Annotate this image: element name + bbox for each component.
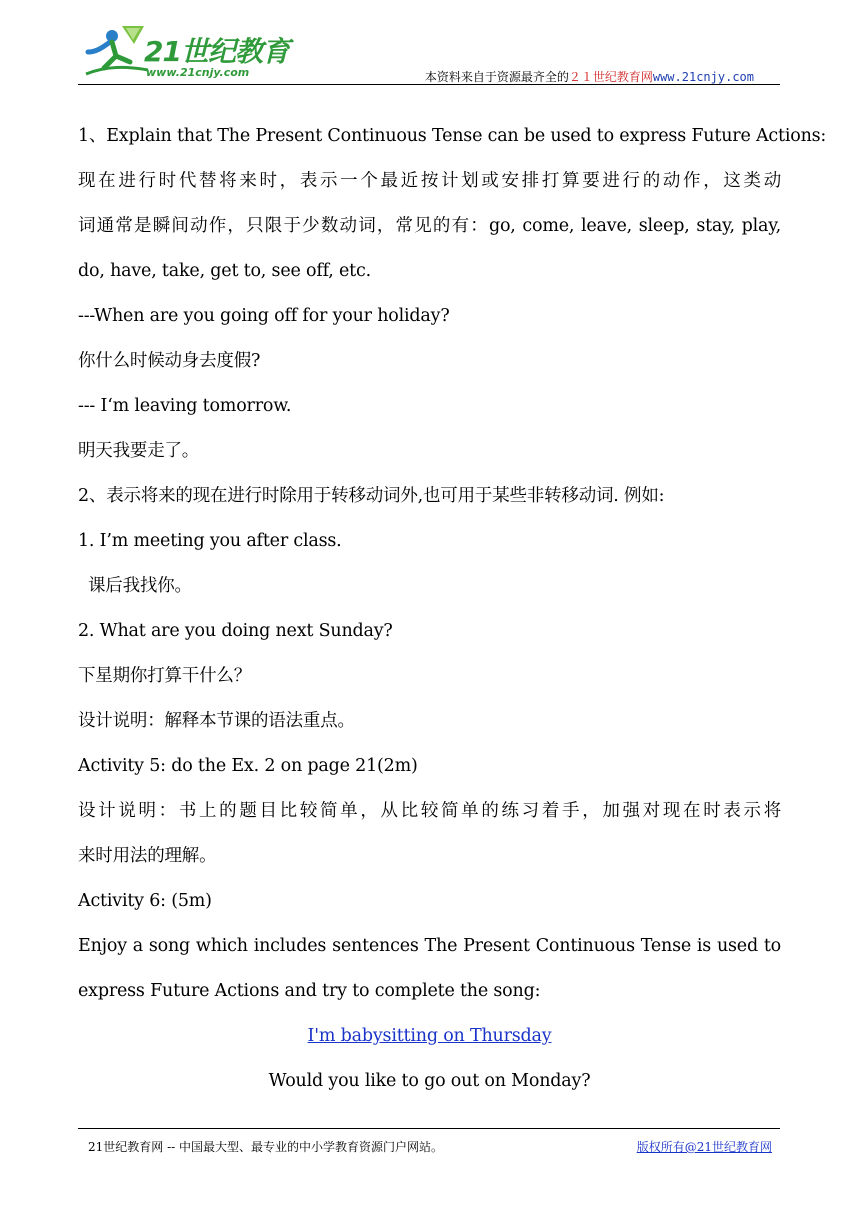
song-line: Would you like to go out on Monday?: [268, 1071, 591, 1091]
header-note: [425, 68, 754, 85]
logo-url: www.21cnjy.com: [146, 66, 250, 79]
body-line-4: do, have, take, get to, see off, etc.: [78, 261, 371, 281]
body-line-1: 1、Explain that The Present Continuous Tense can be used to express Future Actions:: [78, 126, 827, 146]
song-title-line: [78, 1014, 781, 1059]
header-note-url[interactable]: www.21cnjy.com: [652, 70, 754, 84]
footer-text: 21世纪教育网 -- 中国最大型、最专业的中小学教育资源门户网站。: [88, 1140, 444, 1154]
body-line-17: 来时用法的理解。: [78, 846, 217, 866]
body-line-7: --- I‘m leaving tomorrow.: [78, 396, 292, 416]
document-body: [78, 114, 827, 1104]
body-line-14: 设计说明：解释本节课的语法重点。: [78, 711, 355, 731]
body-line-15: Activity 5: do the Ex. 2 on page 21(2m): [78, 756, 418, 776]
footer-copyright-link[interactable]: 版权所有@21世纪教育网: [636, 1140, 772, 1154]
footer-divider: [78, 1128, 780, 1129]
body-line-9: 2、表示将来的现在进行时除用于转移动词外,也可用于某些非转移动词. 例如:: [78, 486, 665, 506]
body-line-8: 明天我要走了。: [78, 441, 200, 461]
body-line-6: 你什么时候动身去度假?: [78, 351, 261, 371]
body-line-18: Activity 6: (5m): [78, 891, 212, 911]
body-line-2: 现在进行时代替将来时，表示一个最近按计划或安排打算要进行的动作，这类动: [78, 171, 781, 191]
header-note-prefix: 本资料来自于资源最齐全的: [424, 70, 569, 84]
body-line-10: 1. I’m meeting you after class.: [78, 531, 342, 551]
logo-brand: 21世纪教育: [144, 35, 289, 68]
header-divider: [78, 84, 780, 85]
body-line-5: ---When are you going off for your holiday?: [78, 306, 450, 326]
body-line-20: express Future Actions and try to complete the song:: [78, 981, 541, 1001]
header-note-site: ２１世纪教育网: [568, 70, 653, 84]
site-logo: [82, 22, 292, 82]
body-line-11: 课后我找你。: [88, 576, 192, 596]
page-footer: [78, 1128, 780, 1168]
body-line-13: 下星期你打算干什么？: [78, 666, 251, 686]
song-title-link[interactable]: I'm babysitting on Thursday: [307, 1026, 552, 1046]
body-line-12: 2. What are you doing next Sunday?: [78, 621, 393, 641]
body-line-3: 词通常是瞬间动作，只限于少数动词，常见的有：go, come, leave, sleep, stay, play,: [78, 216, 781, 236]
body-line-19: Enjoy a song which includes sentences The Present Continuous Tense is used to: [78, 936, 781, 956]
body-line-16: 设计说明：书上的题目比较简单，从比较简单的练习着手，加强对现在时表示将: [78, 801, 781, 821]
page-header: [78, 20, 780, 86]
runner-icon: [82, 22, 152, 82]
